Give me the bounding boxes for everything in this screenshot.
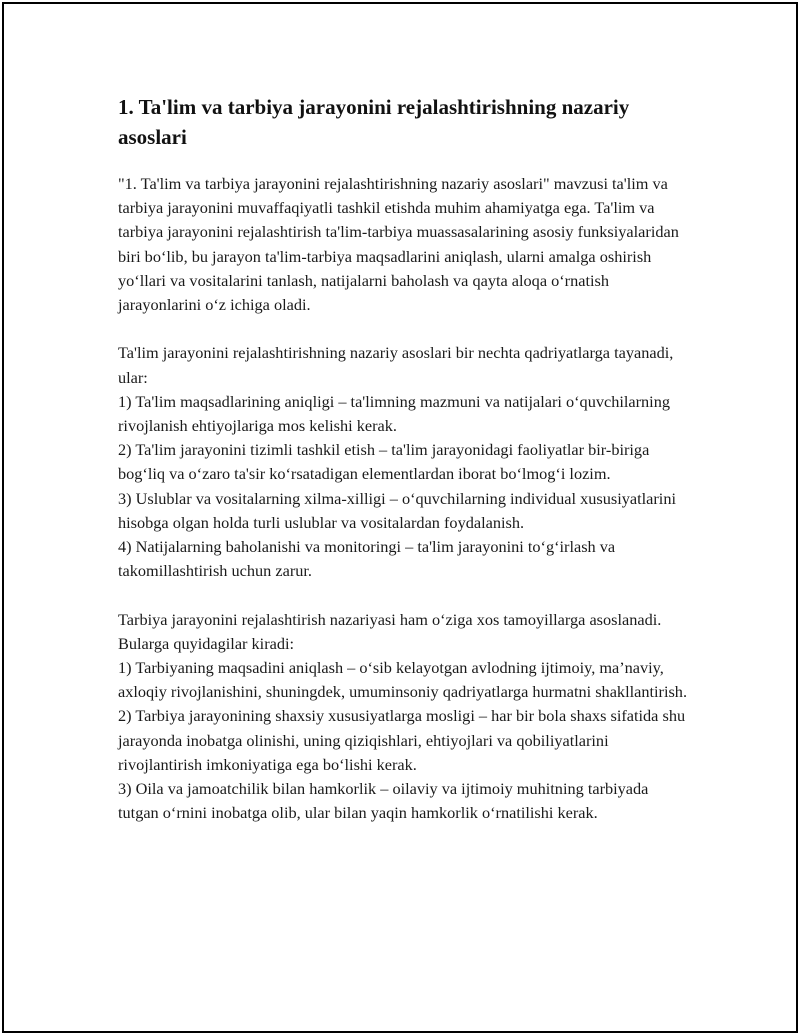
section-lead: Tarbiya jarayonini rejalashtirish nazariyasi ham o‘ziga xos tamoyillarga asoslanadi. Bularga quyidagilar kiradi: — [118, 609, 662, 653]
section-lead: Ta'lim jarayonini rejalashtirishning nazariy asoslari bir nechta qadriyatlarga tayanadi, ular: — [118, 343, 674, 387]
list-item: 2) Ta'lim jarayonini tizimli tashkil etish – ta'lim jarayonidagi faoliyatlar bir-biriga bog‘liq va o‘zaro ta'sir ko‘rsatadigan elementlardan iborat bo‘lmog‘i lozim. — [118, 440, 650, 484]
section-upbringing-principles — [118, 608, 690, 826]
list-item: 2) Tarbiya jarayonining shaxsiy xususiyatlarga mosligi – har bir bola shaxs sifatida shu jarayonda inobatga olinishi, uning qiziqishlari, ehtiyojlari va qobiliyatlarini rivojlantirish imkoniyatiga ega bo‘lishi kerak. — [118, 706, 686, 774]
document-heading: 1. Ta'lim va tarbiya jarayonini rejalashtirishning nazariy asoslari — [118, 95, 630, 149]
list-item: 3) Uslublar va vositalarning xilma-xilligi – o‘quvchilarning individual xususiyatlarini hisobga olgan holda turli uslublar va vositalardan foydalanish. — [118, 488, 676, 532]
list-item: 3) Oila va jamoatchilik bilan hamkorlik – oilaviy va ijtimoiy muhitning tarbiyada tutgan o‘rnini inobatga olib, ular bilan yaqin hamkorlik o‘rnatilishi kerak. — [118, 779, 649, 823]
intro-paragraph: "1. Ta'lim va tarbiya jarayonini rejalashtirishning nazariy asoslari" mavzusi ta'lim va tarbiya jarayonini muvaffaqiyatli tashkil etishda muhim ahamiyatga ega. Ta'lim va tarbiya jarayonini rejalashtirish ta'lim-tarbiya muassasalarining asosiy funksiyalaridan biri bo‘lib, bu jarayon ta'lim-tarbiya maqsadlarini aniqlash, ularni amalga oshirish yo‘llari va vositalarini tanlash, natijalarni baholash va qayta aloqa o‘rnatish jarayonlarini o‘z ichiga oladi. — [118, 174, 679, 315]
list-item: 1) Ta'lim maqsadlarining aniqligi – ta'limning mazmuni va natijalari o‘quvchilarning rivojlanish ehtiyojlariga mos kelishi kerak. — [118, 391, 670, 436]
list-item: 4) Natijalarning baholanishi va monitoringi – ta'lim jarayonini to‘g‘irlash va takomillashtirish uchun zarur. — [118, 537, 616, 581]
document-body — [118, 92, 690, 825]
section-teaching-principles — [118, 341, 690, 583]
paragraph-spacer — [118, 583, 690, 607]
paragraph-spacer — [118, 317, 690, 341]
list-item: 1) Tarbiyaning maqsadini aniqlash – o‘sib kelayotgan avlodning ijtimoiy, ma’naviy, axloqiy rivojlanishini, shuningdek, umuminsoniy qadriyatlarga hurmatni shakllantirish. — [118, 658, 688, 702]
